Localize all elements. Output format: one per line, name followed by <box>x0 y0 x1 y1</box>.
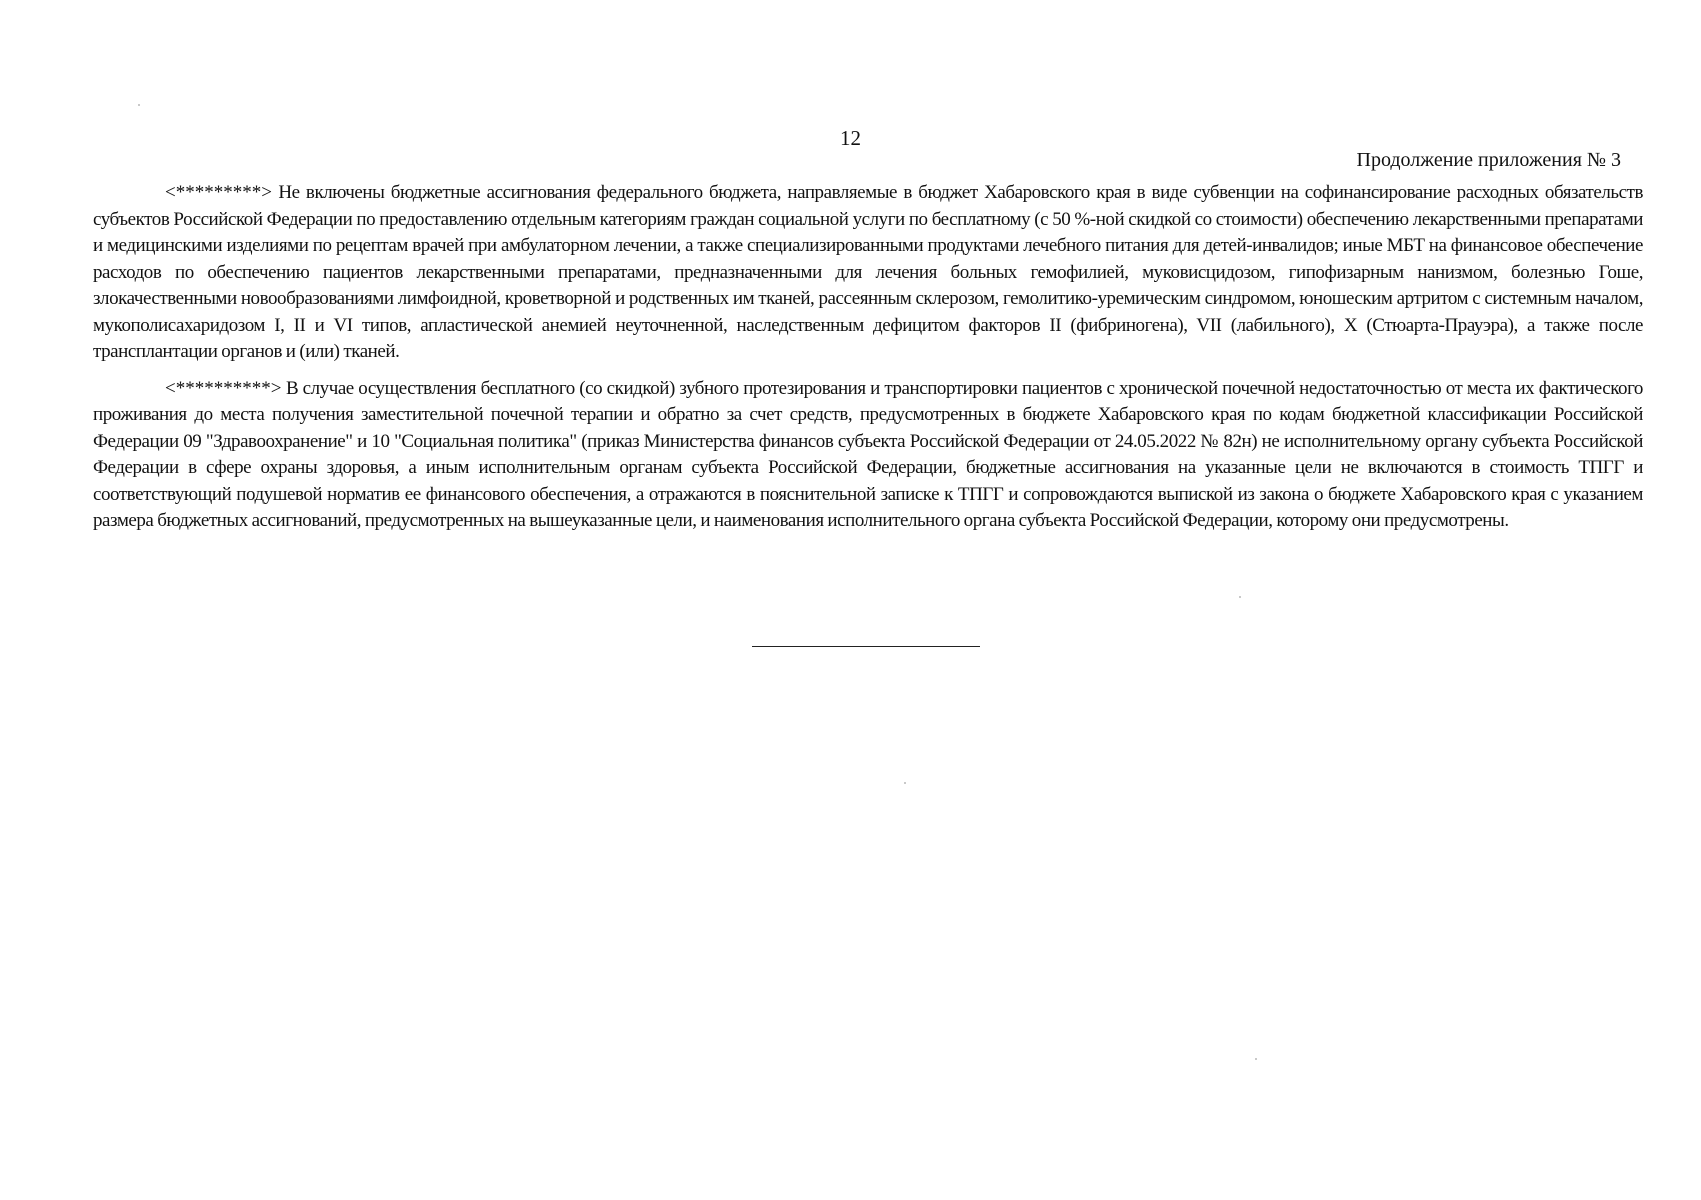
page-number: 12 <box>840 126 861 150</box>
footnote-marker: <**********> <box>165 377 282 399</box>
end-of-document-rule <box>752 646 980 647</box>
scan-speck <box>904 782 906 784</box>
footnotes-section <box>93 180 1643 545</box>
scan-speck <box>138 104 140 106</box>
appendix-continuation-label: Продолжение приложения № 3 <box>1356 149 1621 171</box>
footnote-text: Не включены бюджетные ассигнования федерального бюджета, направляемые в бюджет Хабаровского края в виде субвенции на софинансирование расходных обязательств субъектов Российской Федерации по предоставлению отдельным категориям граждан социальной услуги по бесплатному (с 50 %-ной скидкой со стоимости) обеспечению лекарственными препаратами и медицинскими изделиями по рецептам врачей при амбулаторном лечении, а также специализированными продуктами лечебного питания для детей-инвалидов; иные МБТ на финансовое обеспечение расходов по обеспечению пациентов лекарственными препаратами, предназначенными для лечения больных гемофилией, муковисцидозом, гипофизарным нанизмом, болезнью Гоше, злокачественными новообразованиями лимфоидной, кроветворной и родственных им тканей, рассеянным склерозом, гемолитико-уремическим синдромом, юношеским артритом с системным началом, мукополисахаридозом I, II и VI типов, апластической анемией неуточненной, наследственным дефицитом факторов II (фибриногена), VII (лабильного), X (Стюарта-Прауэра), а также после трансплантации органов и (или) тканей. <box>93 182 1643 362</box>
footnote-marker: <*********> <box>165 182 272 203</box>
scan-speck <box>1255 1058 1257 1060</box>
footnote-dental-transport <box>93 376 1643 535</box>
footnote-text: В случае осуществления бесплатного (со скидкой) зубного протезирования и транспортировки пациентов с хронической почечной недостаточностью от места их фактического проживания до места получения заместительной почечной терапии и обратно за счет средств, предусмотренных в бюджете Хабаровского края по кодам бюджетной классификации Российской Федерации 09 "Здравоохранение" и 10 "Социальная политика" (приказ Министерства финансов субъекта Российской Федерации от 24.05.2022 № 82н) не исполнительному органу субъекта Российской Федерации в сфере охраны здоровья, а иным исполнительным органам субъекта Российской Федерации, бюджетные ассигнования на указанные цели не включаются в стоимость ТПГГ и соответствующий подушевой норматив ее финансового обеспечения, а отражаются в пояснительной записке к ТПГГ и сопровождаются выпиской из закона о бюджете Хабаровского края с указанием размера бюджетных ассигнований, предусмотренных на вышеуказанные цели, и наименования исполнительного органа субъекта Российской Федерации, которому они предусмотрены. <box>93 377 1643 531</box>
footnote-federal-budget <box>93 180 1643 366</box>
scan-speck <box>1239 596 1241 598</box>
